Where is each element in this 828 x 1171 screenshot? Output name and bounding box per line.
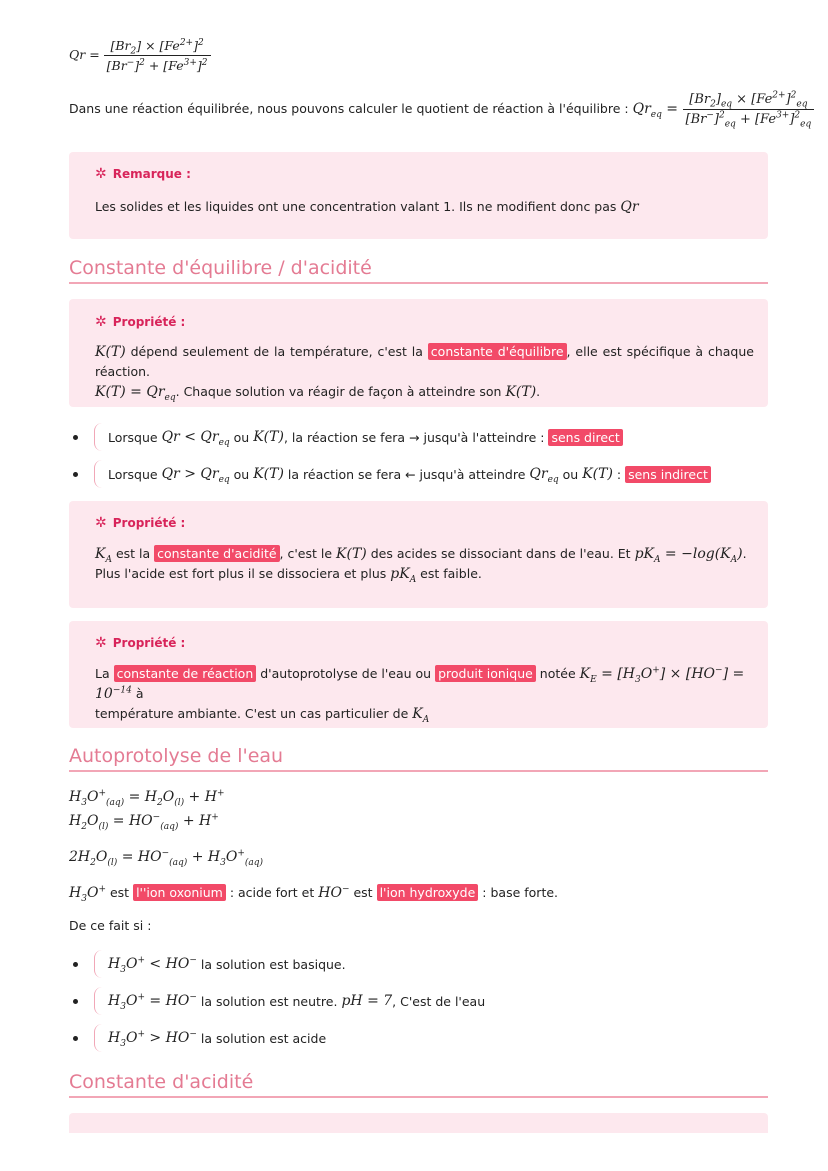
intro-text: Dans une réaction équilibrée, nous pouvons calculer le quotient de réaction à l'équilibre : [69,101,629,116]
propriete-text: La constante de réaction d'autoprotolyse de l'eau ou produit ionique notée $K_E = [H_3O^+] \times [HO^-] = 10^{-14}$ à température ambiante. C'est un cas particulier de $K_A$ [95,665,745,725]
list-item: $H_3O^+ < HO^-$ la solution est basique. [69,949,346,979]
intro-line: Dans une réaction équilibrée, nous pouvons calculer le quotient de réaction à l'équilibre : $Qr_{eq}$ = $\frac{[Br_2]_{eq} \times [Fe^{2+}]^2_{eq}}{[Br^-]^2_{eq} + [Fe^{3+}]^2_{eq}}$ [69,92,814,127]
highlight-produit-ionique: produit ionique [435,665,536,682]
bug-icon: ✲ [95,635,107,651]
highlight-constante-acidite: constante d'acidité [154,545,279,562]
formula-qr: Qr = $\frac{[Br_2] \times [Fe^{2+}]^2}{[Br^-]^2 + [Fe^{3+}]^2}$ [69,38,211,73]
remarque-box [69,152,768,239]
highlight-constante-equilibre: constante d'équilibre [428,343,567,360]
formula-qreq: $\frac{[Br_2]_{eq} \times [Fe^{2+}]^2_{eq}}{[Br^-]^2_{eq} + [Fe^{3+}]^2_{eq}}$ [683,92,815,127]
bug-icon: ✲ [95,314,107,330]
propriete-box-1 [69,299,768,407]
de-ce-fait: De ce fait si : [69,918,152,933]
bug-icon: ✲ [95,166,107,182]
highlight-sens-direct: sens direct [548,429,622,446]
highlight-ion-oxonium: l''ion oxonium [133,884,226,901]
propriete-text: K(T) dépend seulement de la température, c'est la constante d'équilibre , elle est spécifique à chaque réaction. $K(T) = Qr_{eq}$. Chaque solution va réagir de façon à atteindre son K(T). [95,344,754,403]
propriete-title: ✲ Propriété : [95,635,186,651]
highlight-constante-reaction: constante de réaction [114,665,257,682]
section-title-autoprotolyse: Autoprotolyse de l'eau [69,745,768,772]
ions-line: $H_3O^+$ est l''ion oxonium : acide fort et HO− est l'ion hydroxyde : base forte. [69,884,559,904]
bug-icon: ✲ [95,515,107,531]
equation-2: $H_2O_{(l)} = HO^-_{(aq)} + H^+$ [69,812,219,832]
list-item: $H_3O^+ > HO^-$ la solution est acide [69,1023,326,1053]
highlight-ion-hydroxyde: l'ion hydroxyde [377,884,479,901]
propriete-box-cut [69,1113,768,1133]
remarque-title: ✲ Remarque : [95,166,191,182]
remarque-text: Les solides et les liquides ont une concentration valant 1. Ils ne modifient donc pas Qr [95,199,639,215]
section-title-equilibre: Constante d'équilibre / d'acidité [69,257,768,284]
propriete-title: ✲ Propriété : [95,515,186,531]
list-item: $H_3O^+ = HO^-$ la solution est neutre. pH = 7 , C'est de l'eau [69,986,485,1016]
propriete-box-3 [69,621,768,728]
equation-3: $2H_2O_{(l)} = HO^-_{(aq)} + H_3O^+_{(aq)}$ [69,848,264,868]
highlight-sens-indirect: sens indirect [625,466,711,483]
equation-1: $H_3O^+_{(aq)} = H_2O_{(l)} + H^+$ [69,788,225,808]
section-title-acidite: Constante d'acidité [69,1071,768,1098]
list-item: Lorsque $Qr > Qr_{eq}$ ou K(T) la réaction se fera ← jusqu'à atteindre $Qr_{eq}$ ou K(T) : sens indirect [69,459,711,489]
list-item: Lorsque $Qr < Qr_{eq}$ ou K(T) , la réaction se fera → jusqu'à l'atteindre : sens direct [69,422,623,452]
propriete-text: $K_A$ est la constante d'acidité , c'est le K(T) des acides se dissociant dans de l'eau. Et $pK_A = -\log(K_A)$. Plus l'acide est fort plus il se dissociera et plus $pK_A$ est faible. [95,546,747,585]
propriete-title: ✲ Propriété : [95,314,186,330]
propriete-box-2 [69,501,768,608]
